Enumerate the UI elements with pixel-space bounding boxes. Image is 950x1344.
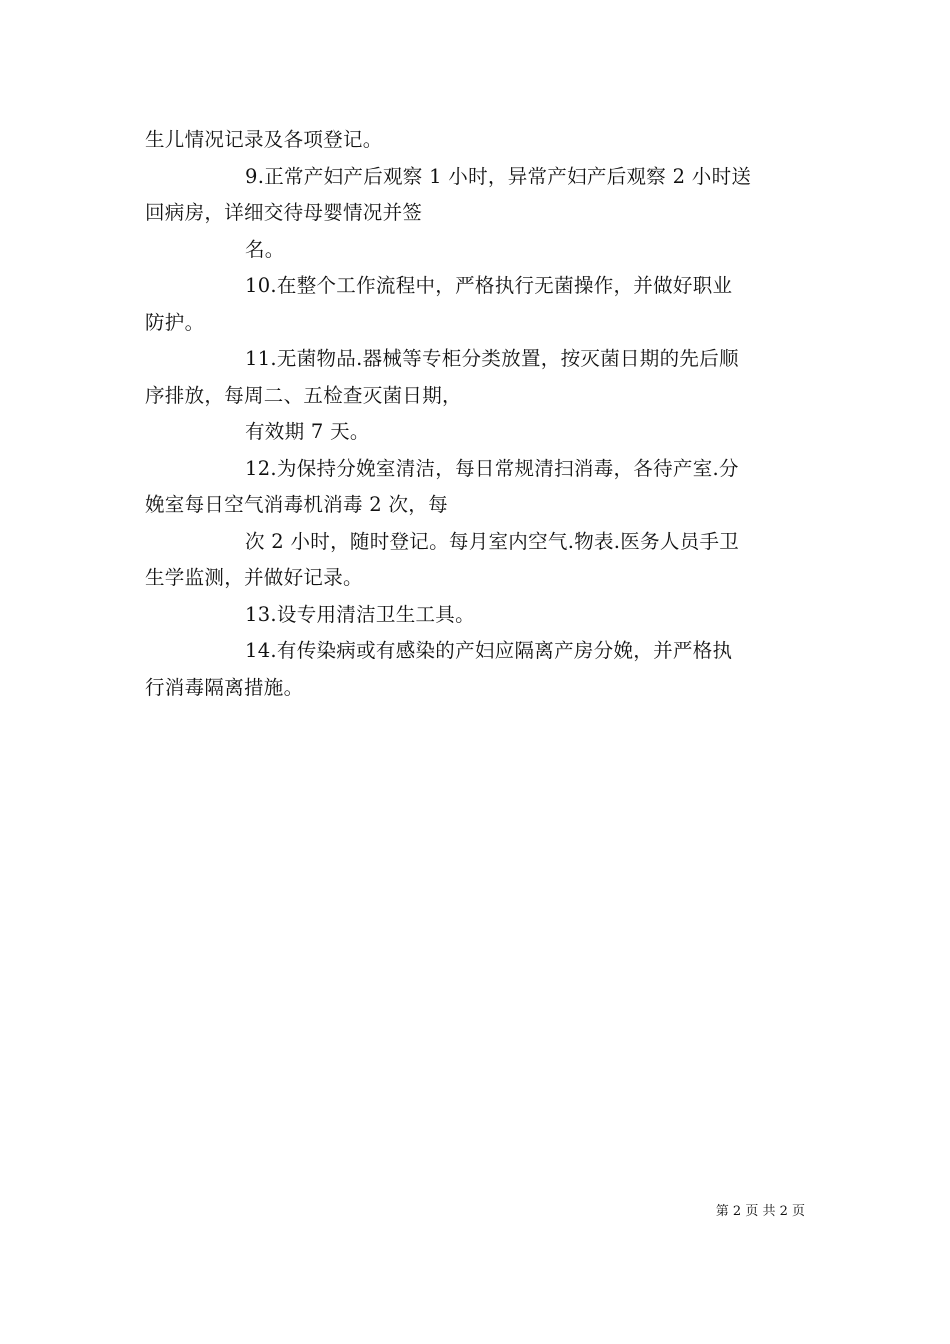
text-line: 次 2 小时，随时登记。每月室内空气.物表.医务人员手卫 <box>245 529 740 553</box>
text-line: 12.为保持分娩室清洁，每日常规清扫消毒，各待产室.分 <box>245 456 739 480</box>
text-line: 9.正常产妇产后观察 1 小时，异常产妇产后观察 2 小时送 <box>245 164 752 188</box>
text-line: 生学监测，并做好记录。 <box>145 566 363 589</box>
page-number: 第 2 页 共 2 页 <box>715 1204 805 1219</box>
document-body <box>145 122 810 706</box>
text-line: 11.无菌物品.器械等专柜分类放置，按灭菌日期的先后顺 <box>245 347 739 370</box>
text-line: 13.设专用清洁卫生工具。 <box>245 602 475 626</box>
text-line: 行消毒隔离措施。 <box>145 675 304 699</box>
text-line: 生儿情况记录及各项登记。 <box>145 128 383 151</box>
text-line: 序排放，每周二、五检查灭菌日期， <box>145 383 462 407</box>
text-line: 防护。 <box>145 310 205 334</box>
text-line: 有效期 7 天。 <box>245 420 370 443</box>
text-line: 娩室每日空气消毒机消毒 2 次，每 <box>145 493 448 516</box>
text-line: 14.有传染病或有感染的产妇应隔离产房分娩，并严格执 <box>245 639 733 662</box>
text-line: 10.在整个工作流程中，严格执行无菌操作，并做好职业 <box>245 274 733 297</box>
text-line: 回病房，详细交待母婴情况并签 <box>145 201 423 224</box>
text-line: 名。 <box>245 237 285 261</box>
